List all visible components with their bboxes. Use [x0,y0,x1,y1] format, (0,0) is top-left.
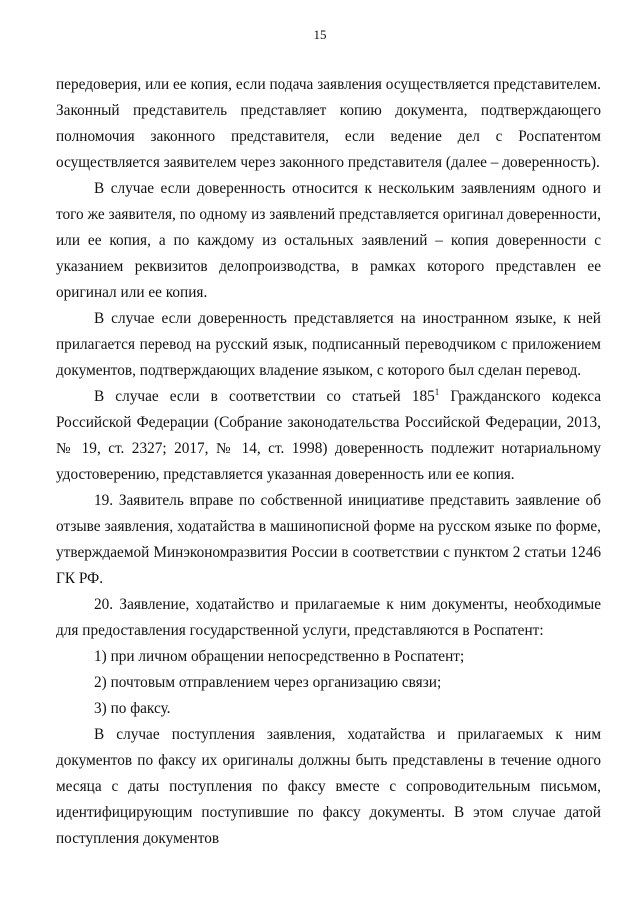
document-body [56,72,601,852]
paragraph-4 [56,384,601,488]
list-item-1: 1) при личном обращении непосредственно в Роспатент; [94,648,465,665]
paragraph-2: В случае если доверенность относится к нескольким заявлениям одного и того же заявителя, по одному из заявлений представляется оригинал доверенности, или ее копия, а по каждому из остальных заявлений – копия доверенности с указанием реквизитов делопроизводства, в рамках которого представлен ее оригинал или ее копия. [56,180,601,301]
paragraph-1: передоверия, или ее копия, если подача заявления осуществляется представителем. Законный представитель представляет копию документа, подтверждающего полномочия законного представителя, если ведение дел с Роспатентом осуществляется заявителем через законного представителя (далее – доверенность). [56,76,601,171]
paragraph-4-text-b: Гражданского кодекса Российской Федерации (Собрание законодательства Российской Федерации, 2013, № 19, ст. 2327; 2017, № 14, ст. 1998) доверенность подлежит нотариальному удостоверению, представляется указанная доверенность или ее копия. [56,388,601,483]
article-superscript: 1 [434,386,440,397]
paragraph-7: В случае поступления заявления, ходатайства и прилагаемых к ним документов по факсу их оригиналы должны быть представлены в течение одного месяца с даты поступления по факсу вместе с сопроводительным письмом, идентифицирующим поступившие по факсу документы. В этом случае датой поступления документов [56,726,601,847]
paragraph-4-text-a: В случае если в соответствии со статьей 185 [94,388,435,405]
paragraph-3: В случае если доверенность представляется на иностранном языке, к ней прилагается перевод на русский язык, подписанный переводчиком с приложением документов, подтверждающих владение языком, с которого был сделан перевод. [56,310,601,379]
paragraph-6: 20. Заявление, ходатайство и прилагаемые к ним документы, необходимые для предоставления государственной услуги, представляются в Роспатент: [56,596,601,639]
list-item-2: 2) почтовым отправлением через организацию связи; [94,674,442,691]
page-number: 15 [313,27,327,42]
paragraph-5: 19. Заявитель вправе по собственной инициативе представить заявление об отзыве заявления, ходатайства в машинописной форме на русском языке по форме, утверждаемой Минэкономразвития России в соответствии с пунктом 2 статьи 1246 ГК РФ. [56,492,601,587]
list-item-3: 3) по факсу. [94,700,171,717]
